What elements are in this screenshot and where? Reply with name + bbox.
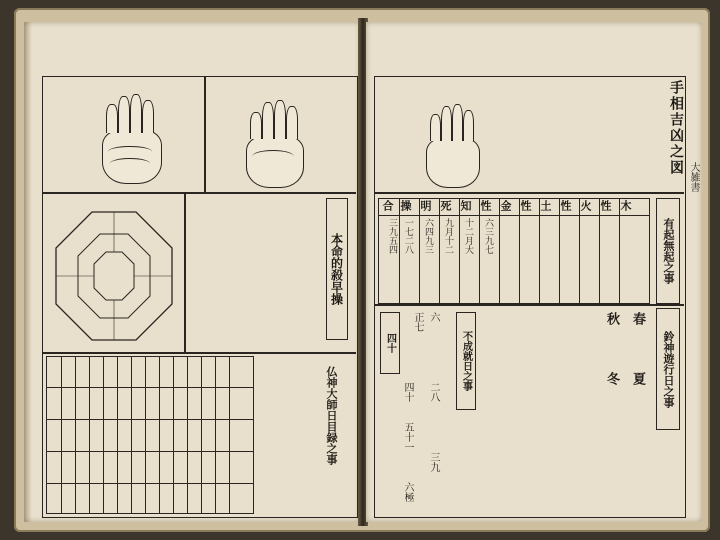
side-header-1: 有起無起之事 — [656, 198, 680, 304]
bottom-label: 二八 — [428, 382, 439, 402]
digit-column: 六四九三 — [423, 218, 433, 254]
fortune-palm-illustration — [426, 138, 480, 188]
left-hand-finger — [106, 104, 118, 133]
left-hand-illustration — [102, 130, 162, 184]
table-column-line — [75, 357, 76, 513]
right-page — [366, 22, 702, 522]
left-bottom-table — [46, 356, 254, 514]
right-mid-divider — [374, 304, 684, 306]
table-header-line — [379, 215, 649, 216]
bottom-label: 六極 — [402, 482, 413, 502]
season-label: 冬 — [604, 372, 619, 385]
table-column-line — [173, 357, 174, 513]
table-column-line — [89, 357, 90, 513]
palm-line — [108, 146, 152, 157]
right-hand-finger — [262, 102, 274, 139]
header-cell: 合 — [381, 200, 394, 211]
bottom-label: 六 — [428, 312, 439, 322]
digit-column: 六三九七 — [483, 218, 493, 254]
table-row-line — [47, 387, 253, 388]
header-cell: 性 — [559, 200, 572, 211]
header-cell: 火 — [579, 200, 592, 211]
left-top-divider — [42, 192, 356, 194]
table-column-line — [229, 357, 230, 513]
header-cell: 土 — [539, 200, 552, 211]
left-bottom-heading: 仏神大師日目録之事 — [325, 366, 338, 465]
right-top-divider — [374, 192, 684, 194]
bottom-label: 四十 — [402, 382, 413, 402]
bottom-label: 三九 — [428, 452, 439, 472]
palm-chart-title: 手相吉凶之図 — [668, 80, 684, 176]
table-column-line — [187, 357, 188, 513]
left-edge-shadow — [24, 22, 32, 522]
left-octa-divider — [184, 192, 186, 352]
header-cell: 金 — [499, 200, 512, 211]
table-row-line — [47, 483, 253, 484]
left-page — [24, 22, 360, 522]
left-hand-finger — [118, 96, 130, 133]
header-cell: 性 — [599, 200, 612, 211]
left-mid-label: 本命的殺早操 — [326, 198, 348, 340]
left-hand-finger — [130, 94, 142, 133]
header-cell: 木 — [619, 200, 632, 211]
season-label: 夏 — [630, 372, 645, 385]
table-row-line — [47, 419, 253, 420]
side-header-2: 鈴神遊行日之事 — [656, 308, 680, 430]
table-column-line — [117, 357, 118, 513]
five-elements-table — [378, 198, 650, 304]
bottom-label: 五十一 — [402, 422, 413, 452]
bottom-box: 四十 — [380, 312, 400, 374]
table-row-line — [47, 451, 253, 452]
fortune-palm-finger — [430, 114, 441, 141]
running-head: 大雑書 — [688, 162, 699, 192]
left-mid-divider — [42, 352, 356, 354]
bottom-label: 正七 — [412, 312, 423, 332]
fortune-palm-finger — [463, 110, 474, 141]
header-cell: 性 — [479, 200, 492, 211]
palm-line — [110, 158, 150, 169]
fortune-palm-finger — [452, 104, 463, 141]
digit-column: 三九五四 — [387, 218, 397, 254]
book-spread — [14, 8, 710, 532]
digit-column: 一七二八 — [403, 218, 413, 254]
left-palm-divider — [204, 76, 206, 192]
table-column-line — [215, 357, 216, 513]
digit-column: 十二月大 — [463, 218, 473, 254]
fortune-palm-finger — [441, 106, 452, 141]
table-column-line — [201, 357, 202, 513]
header-cell: 死 — [439, 200, 452, 211]
table-column-line — [103, 357, 104, 513]
header-cell: 性 — [519, 200, 532, 211]
left-hand-finger — [142, 100, 154, 133]
digit-column: 九月十二 — [443, 218, 453, 254]
season-label: 春 — [630, 312, 645, 325]
header-cell: 操 — [399, 200, 412, 211]
table-column-line — [131, 357, 132, 513]
header-cell: 明 — [419, 200, 432, 211]
right-hand-finger — [286, 106, 298, 139]
season-label: 秋 — [604, 312, 619, 325]
header-cell: 知 — [459, 200, 472, 211]
right-hand-finger — [250, 112, 262, 139]
table-column-line — [159, 357, 160, 513]
bagua-diagram — [52, 208, 176, 344]
right-hand-finger — [274, 100, 286, 139]
bottom-box: 不成就日之事 — [456, 312, 476, 410]
palm-line — [252, 150, 294, 163]
table-column-line — [145, 357, 146, 513]
table-column-line — [61, 357, 62, 513]
